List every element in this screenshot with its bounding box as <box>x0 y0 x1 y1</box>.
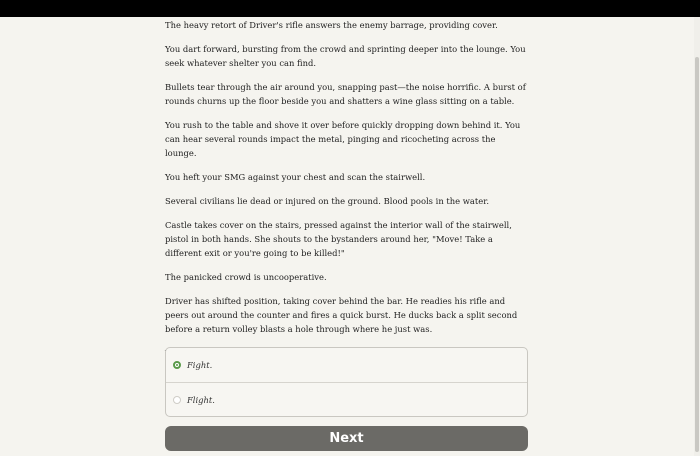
radio-unselected-icon[interactable] <box>173 396 181 404</box>
story-paragraph: The heavy retort of Driver's rifle answers the enemy barrage, providing cover. <box>165 20 498 30</box>
top-bar <box>0 0 700 17</box>
choice-label: Fight. <box>187 360 213 370</box>
story-paragraph: The panicked crowd is uncooperative. <box>165 272 327 282</box>
scrollbar[interactable] <box>694 17 700 456</box>
choice-label: Flight. <box>187 395 215 405</box>
scrollbar-thumb[interactable] <box>695 57 699 452</box>
story-text <box>165 17 528 370</box>
choice-fight[interactable] <box>166 348 527 382</box>
choice-flight[interactable] <box>166 382 527 417</box>
story-paragraph: You dart forward, bursting from the crowd and sprinting deeper into the lounge. You seek whatever shelter you can find. <box>165 44 526 68</box>
story-paragraph: Several civilians lie dead or injured on the ground. Blood pools in the water. <box>165 196 489 206</box>
story-paragraph: Driver has shifted position, taking cover behind the bar. He readies his rifle and peers out around the counter and fires a quick burst. He ducks back a split second before a return volley blasts a hole through where he just was. <box>165 296 518 334</box>
story-paragraph: Castle takes cover on the stairs, pressed against the interior wall of the stairwell, pistol in both hands. She shouts to the bystanders around her, "Move! Take a different exit or you're going to be killed!" <box>165 220 512 258</box>
story-paragraph: You heft your SMG against your chest and scan the stairwell. <box>165 172 426 182</box>
story-paragraph: You rush to the table and shove it over before quickly dropping down behind it. You can hear several rounds impact the metal, pinging and ricocheting across the lounge. <box>165 120 521 158</box>
next-button[interactable]: Next <box>165 426 528 451</box>
choice-list <box>165 347 528 417</box>
story-paragraph: Bullets tear through the air around you, snapping past—the noise horrific. A burst of rounds churns up the floor beside you and shatters a wine glass sitting on a table. <box>165 82 526 106</box>
radio-selected-icon[interactable] <box>173 361 181 369</box>
